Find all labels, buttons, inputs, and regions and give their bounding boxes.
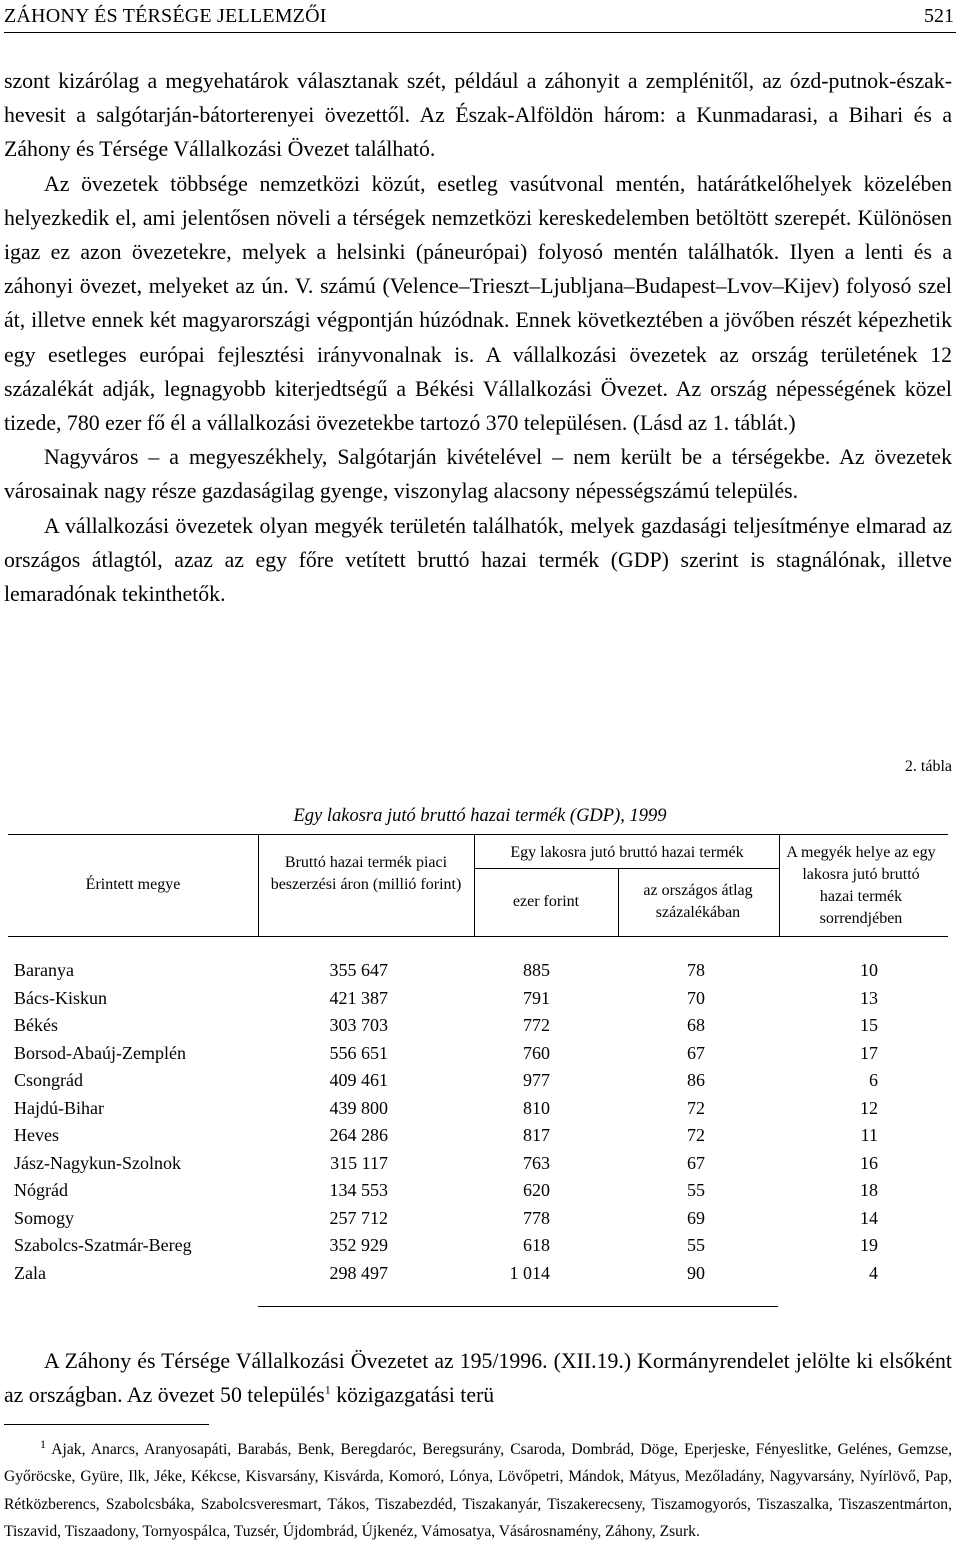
table-row bbox=[0, 1043, 960, 1070]
cell-gdp: 409 461 bbox=[329, 1070, 388, 1090]
footnote bbox=[4, 1436, 952, 1546]
footnote-marker: 1 bbox=[40, 1436, 46, 1451]
table-row bbox=[0, 1263, 960, 1290]
cell-rank: 18 bbox=[860, 1180, 878, 1200]
table-row bbox=[0, 1125, 960, 1152]
cell-gdp: 352 929 bbox=[329, 1235, 388, 1255]
cell-gdp: 556 651 bbox=[329, 1042, 388, 1063]
cell-gdp: 264 286 bbox=[329, 1125, 388, 1145]
cell-huf: 772 bbox=[523, 1015, 550, 1035]
table-row bbox=[0, 1070, 960, 1097]
paragraph: Az övezetek többsége nemzetközi közút, esetleg vasútvonal mentén, határátkelőhelyek közelében helyezkedik el, ami jelentősen növeli a térségek nemzetközi kereskedelemben betöltött szerepét. Különösen igaz ez azon övezetekre, melyek a helsinki (páneurópai) folyosó mentén találhatók. Ilyen a lenti és a záhonyi övezet, melyeket az ún. V. számú (Velence–Trieszt–Ljubljana–Budapest–Lvov–Kijev) folyosó szel át, illetve ennek két magyarországi végpontján húzódnak. Ennek következtében a jövőben részét képezhetik egy esetleges európai fejlesztési irányvonalnak is. A vállalkozási övezetek az ország területének 12 százalékát adják, legnagyobb kiterjedtségű a Békési Vállalkozási Övezet. Az ország népességének közel tizede, 780 ezer fő él a vállalkozási övezetekbe tartozó 370 településen. (Lásd az 1. táblát.) bbox=[4, 171, 952, 436]
table-top-rule bbox=[8, 834, 948, 835]
paragraph: Nagyváros – a megyeszékhely, Salgótarján kivételével – nem került be a térségekbe. Az övezetek városainak nagy része gazdaságilag gyenge, viszonylag alacsony népességszámú település. bbox=[4, 445, 952, 504]
table-column-rule bbox=[618, 868, 619, 936]
cell-huf: 620 bbox=[523, 1180, 550, 1200]
cell-rank: 13 bbox=[860, 987, 878, 1008]
body-text bbox=[4, 64, 952, 611]
cell-county: Csongrád bbox=[14, 1070, 83, 1090]
cell-county: Baranya bbox=[14, 960, 74, 980]
table-row bbox=[0, 1098, 960, 1125]
cell-county: Borsod-Abaúj-Zemplén bbox=[14, 1042, 186, 1063]
cell-rank: 4 bbox=[869, 1262, 878, 1283]
cell-rank: 11 bbox=[860, 1125, 878, 1145]
table-number: 2. tábla bbox=[904, 758, 952, 775]
cell-rank: 16 bbox=[860, 1152, 878, 1173]
closing-text: A Záhony és Térsége Vállalkozási Övezetet az 195/1996. (XII.19.) Kormányrendelet jelölte ki elsőként az országban. Az övezet 50 település bbox=[4, 1349, 952, 1407]
column-header-rank: A megyék helye az egy lakosra jutó bruttó hazai termék sorrendjében bbox=[786, 844, 936, 927]
footnote-rule bbox=[4, 1424, 209, 1425]
running-title: ZÁHONY ÉS TÉRSÉGE JELLEMZŐI bbox=[4, 5, 327, 27]
table-row bbox=[0, 988, 960, 1015]
cell-rank: 6 bbox=[869, 1070, 878, 1090]
cell-huf: 791 bbox=[523, 987, 550, 1008]
cell-pct: 90 bbox=[687, 1262, 705, 1283]
cell-county: Jász-Nagykun-Szolnok bbox=[14, 1152, 181, 1173]
paragraph: A vállalkozási övezetek olyan megyék területén találhatók, melyek gazdasági teljesítménye elmarad az országos átlagtól, azaz az egy főre vetített bruttó hazai termék (GDP) szerint is stagnálónak, illetve lemaradónak tekinthetők. bbox=[4, 513, 952, 607]
column-header-gdp-total: Bruttó hazai termék piaci beszerzési áron (millió forint) bbox=[270, 854, 462, 893]
cell-pct: 70 bbox=[687, 987, 705, 1008]
cell-huf: 1 014 bbox=[509, 1262, 550, 1283]
closing-paragraph bbox=[4, 1344, 952, 1412]
cell-huf: 977 bbox=[523, 1070, 550, 1090]
cell-county: Nógrád bbox=[14, 1180, 68, 1200]
cell-pct: 55 bbox=[687, 1235, 705, 1255]
cell-pct: 55 bbox=[687, 1180, 705, 1200]
cell-pct: 72 bbox=[687, 1097, 705, 1118]
cell-county: Somogy bbox=[14, 1207, 75, 1228]
column-header-county: Érintett megye bbox=[85, 876, 181, 893]
cell-county: Békés bbox=[14, 1015, 58, 1035]
running-header bbox=[4, 2, 956, 33]
cell-pct: 67 bbox=[687, 1152, 705, 1173]
table-caption: Egy lakosra jutó bruttó hazai termék (GDP), 1999 bbox=[293, 806, 667, 826]
cell-gdp: 439 800 bbox=[329, 1097, 388, 1118]
cell-huf: 763 bbox=[523, 1152, 550, 1173]
cell-county: Bács-Kiskun bbox=[14, 987, 107, 1008]
table-bottom-rule bbox=[258, 1306, 778, 1307]
column-header-per-capita-pct: az országos átlag százalékában bbox=[643, 882, 753, 921]
cell-county: Szabolcs-Szatmár-Bereg bbox=[14, 1235, 192, 1255]
cell-county: Zala bbox=[14, 1262, 46, 1283]
table-row bbox=[0, 1015, 960, 1042]
cell-rank: 10 bbox=[860, 960, 878, 980]
cell-huf: 885 bbox=[523, 960, 550, 980]
cell-gdp: 355 647 bbox=[329, 960, 388, 980]
cell-gdp: 315 117 bbox=[330, 1152, 388, 1173]
table-row bbox=[0, 960, 960, 987]
table-header-rule bbox=[8, 936, 948, 937]
cell-pct: 69 bbox=[687, 1207, 705, 1228]
cell-gdp: 257 712 bbox=[329, 1207, 388, 1228]
closing-text-tail: közigazgatási terü bbox=[330, 1383, 495, 1407]
cell-gdp: 298 497 bbox=[329, 1262, 388, 1283]
table-row bbox=[0, 1208, 960, 1235]
page-number: 521 bbox=[924, 5, 954, 27]
cell-gdp: 303 703 bbox=[329, 1015, 388, 1035]
footnote-reference[interactable]: 1 bbox=[324, 1382, 331, 1397]
cell-huf: 618 bbox=[523, 1235, 550, 1255]
cell-pct: 72 bbox=[687, 1125, 705, 1145]
cell-huf: 810 bbox=[523, 1097, 550, 1118]
cell-gdp: 421 387 bbox=[329, 987, 388, 1008]
cell-county: Hajdú-Bihar bbox=[14, 1097, 104, 1118]
cell-rank: 15 bbox=[860, 1015, 878, 1035]
table-row bbox=[0, 1235, 960, 1262]
table-column-rule bbox=[258, 834, 259, 936]
column-header-per-capita-huf: ezer forint bbox=[512, 893, 580, 910]
cell-pct: 86 bbox=[687, 1070, 705, 1090]
cell-county: Heves bbox=[14, 1125, 59, 1145]
cell-huf: 760 bbox=[523, 1042, 550, 1063]
cell-rank: 14 bbox=[860, 1207, 878, 1228]
column-header-per-capita-group: Egy lakosra jutó bruttó hazai termék bbox=[510, 844, 744, 861]
cell-pct: 78 bbox=[687, 960, 705, 980]
cell-gdp: 134 553 bbox=[329, 1180, 388, 1200]
cell-rank: 12 bbox=[860, 1097, 878, 1118]
cell-huf: 817 bbox=[523, 1125, 550, 1145]
cell-pct: 68 bbox=[687, 1015, 705, 1035]
cell-pct: 67 bbox=[687, 1042, 705, 1063]
cell-rank: 17 bbox=[860, 1042, 878, 1063]
table-row bbox=[0, 1153, 960, 1180]
table-row bbox=[0, 1180, 960, 1207]
paragraph: szont kizárólag a megyehatárok választanak szét, például a záhonyit a zemplénitől, az ózd-putnok-észak-hevesit a salgótarján-bátorterenyei övezettől. Az Észak-Alföldön három: a Kunmadarasi, a Bihari és a Záhony és Térsége Vállalkozási Övezet található. bbox=[4, 69, 952, 162]
cell-huf: 778 bbox=[523, 1207, 550, 1228]
cell-rank: 19 bbox=[860, 1235, 878, 1255]
footnote-text: Ajak, Anarcs, Aranyosapáti, Barabás, Benk, Beregdaróc, Beregsurány, Csaroda, Dombrád, Döge, Eperjeske, Fényeslitke, Gelénes, Gemzse, Győröcske, Gyüre, Ilk, Jéke, Kékcse, Kisvarsány, Kisvárda, Komoró, Lónya, Lövőpetri, Mándok, Mátyus, Mezőladány, Nagyvarsány, Nyírlövő, Pap, Rétközberencs, Szabolcsbáka, Szabolcsveresmart, Tákos, Tiszabezdéd, Tiszakanyár, Tiszakerecseny, Tiszamogyorós, Tiszaszalka, Tiszaszentmárton, Tiszavid, Tiszaadony, Tornyospálca, Tuzsér, Újdombrád, Újkenéz, Vámosatya, Vásárosnamény, Záhony, Zsurk. bbox=[4, 1441, 953, 1541]
table-subheader-rule bbox=[474, 868, 780, 869]
